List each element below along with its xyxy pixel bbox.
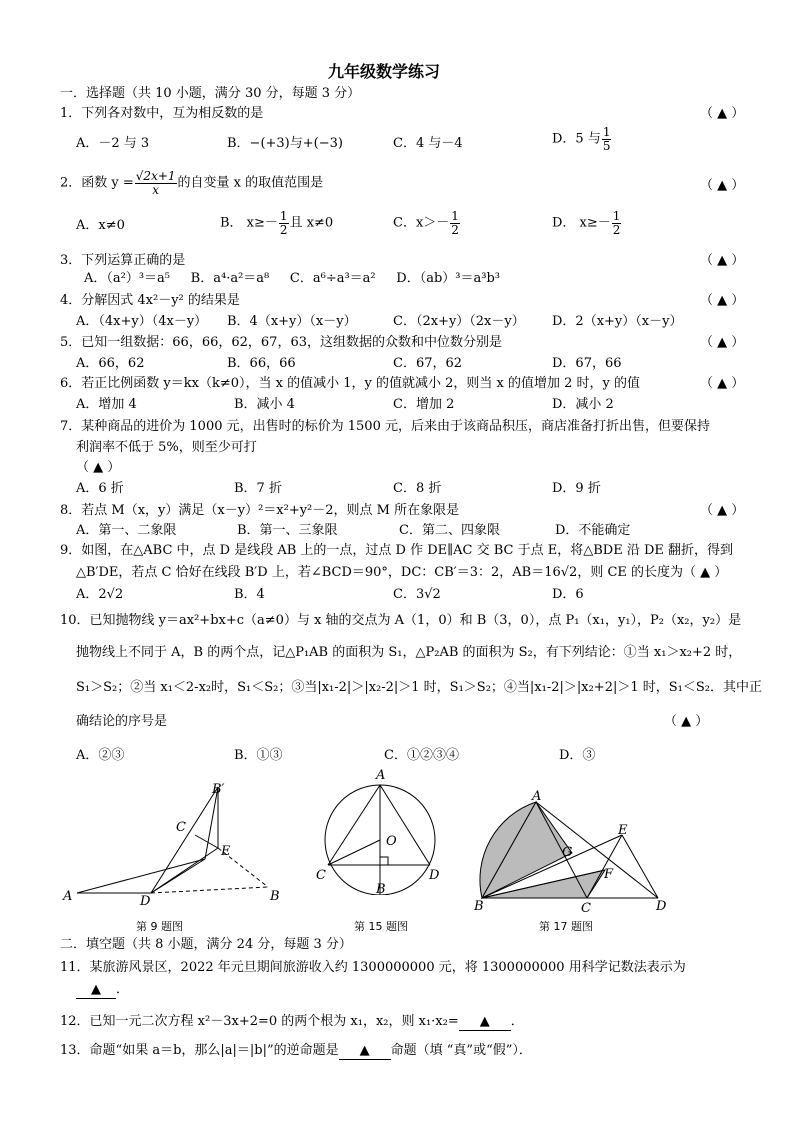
label-A: A <box>532 790 542 804</box>
label-O: O <box>386 834 397 849</box>
answer-blank[interactable]: ▲ <box>459 1014 511 1031</box>
q6-option-a: A．增加 4 <box>76 397 137 412</box>
answer-mark: （ ▲ ） <box>700 106 745 121</box>
q6-option-c: C．增加 2 <box>393 397 455 412</box>
q4-option-a: A．（4x+y）（4x－y） <box>76 314 208 329</box>
label-D: D <box>656 899 667 914</box>
q5-option-a: A．66，62 <box>76 356 145 371</box>
q8-option-b: B．第一、三象限 <box>237 523 338 538</box>
q7-option-d: D．9 折 <box>552 481 601 496</box>
label-C: C <box>316 868 326 883</box>
label-C: C <box>176 820 186 835</box>
figure-17 <box>470 790 680 915</box>
q2-stem: 2．函数 y = $\frac{√2x+1}{x}$ 的自变量 x 的取值范围是 <box>60 169 324 197</box>
q8-stem: 8．若点 M（x，y）满足（x－y）²＝x²+y²－2，则点 M 所在象限是 <box>60 503 460 518</box>
q10-line2: 抛物线上不同于 A，B 的两个点，记△P₁AB 的面积为 S₁，△P₂AB 的面积为 S₂，有下列结论：①当 x₁＞x₂+2 时， <box>76 645 742 660</box>
q7-stem-line2: 利润率不低于 5%，则至少可打 <box>76 440 257 455</box>
figure-15 <box>310 765 445 895</box>
q1-stem: 1．下列各对数中，互为相反数的是 <box>60 106 264 121</box>
q13: 13．命题“如果 a＝b，那么|a|＝|b|”的逆命题是 ▲ 命题（填 “真”或“假”）． <box>60 1043 532 1058</box>
answer-mark: （ ▲ ） <box>700 503 745 518</box>
q7-option-b: B．7 折 <box>234 481 282 496</box>
q10-line1: 10．已知抛物线 y＝ax²+bx+c（a≠0）与 x 轴的交点为 A（1，0）和 B（3，0），点 P₁（x₁，y₁），P₂（x₂，y₂）是 <box>60 613 742 628</box>
q10-line3: S₁＞S₂；②当 x₁＜2-x₂时，S₁＜S₂；③当|x₁-2|＞|x₂-2|＞1 时，S₁＞S₂；④当|x₁-2|＞|x₂+2|＞1 时，S₁＜S₂．其中正 <box>76 680 762 695</box>
q12: 12．已知一元二次方程 x²－3x+2=0 的两个根为 x₁，x₂，则 x₁·x₂= ▲ ． <box>60 1014 524 1029</box>
q1-option-b: B．−(+3)与+(−3) <box>227 136 343 151</box>
q10-line4: 确结论的序号是 <box>76 714 168 729</box>
q7-option-c: C．8 折 <box>393 481 442 496</box>
q8-option-c: C．第二、四象限 <box>399 523 500 538</box>
label-B-prime: B′ <box>212 782 225 797</box>
q8-option-a: A．第一、二象限 <box>76 523 177 538</box>
q6-option-d: D．减小 2 <box>552 397 614 412</box>
q5-option-c: C．67，62 <box>393 356 463 371</box>
q6-stem: 6．若正比例函数 y＝kx（k≠0），当 x 的值减小 1，y 的值就减小 2，则当 x 的值增加 2 时，y 的值 <box>60 376 640 391</box>
figure-9-caption: 第 9 题图 <box>136 920 183 933</box>
figure-17-caption: 第 17 题图 <box>539 920 593 933</box>
q9-option-b: B．4 <box>234 587 265 602</box>
section-heading-fill: 二．填空题（共 8 小题，满分 24 分，每题 3 分） <box>60 937 352 952</box>
figure-9 <box>55 775 295 910</box>
answer-mark: （ ▲ ） <box>700 376 745 391</box>
label-D: D <box>429 868 440 883</box>
label-B: B <box>270 889 280 904</box>
q3-stem: 3．下列运算正确的是 <box>60 253 186 268</box>
q1-option-d: D．5 与 $\frac{1}{5}$ <box>552 125 611 153</box>
q1-option-a: A．－2 与 3 <box>76 136 150 151</box>
q4-option-b: B．4（x+y）（x－y） <box>227 314 357 329</box>
q10-option-b: B．①③ <box>234 748 283 763</box>
q6-option-b: B．减小 4 <box>234 397 295 412</box>
page-title: 九年级数学练习 <box>328 62 441 81</box>
q7-option-a: A．6 折 <box>76 481 124 496</box>
label-B: B <box>474 899 484 914</box>
answer-mark: （ ▲ ） <box>700 293 745 308</box>
figure-15-caption: 第 15 题图 <box>354 920 408 933</box>
q9-stem-line1: 9．如图，在△ABC 中，点 D 是线段 AB 上的一点，过点 D 作 DE∥AC 交 BC 于点 E，将△BDE 沿 DE 翻折，得到 <box>60 543 734 558</box>
q5-stem: 5．已知一组数据：66，66，62，67，63，这组数据的众数和中位数分别是 <box>60 335 502 350</box>
q2-option-c: C．x＞－ $\frac{1}{2}$ <box>393 209 459 237</box>
answer-mark: （ ▲ ） <box>700 253 745 268</box>
section-heading-choice: 一．选择题（共 10 小题，满分 30 分，每题 3 分） <box>60 86 361 101</box>
q11-stem: 11．某旅游风景区，2022 年元旦期间旅游收入约 1300000000 元，将 1300000000 用科学记数法表示为 <box>60 960 686 975</box>
q11-answer-line: ▲ ． <box>76 982 129 999</box>
q1-option-c: C．4 与－4 <box>393 136 463 151</box>
label-B: B <box>376 882 386 895</box>
q2-option-b: B． x≥－ $\frac{1}{2}$ 且 x≠0 <box>220 209 334 237</box>
q10-option-d: D．③ <box>559 748 596 763</box>
label-G: G <box>562 845 573 860</box>
q10-option-a: A．②③ <box>76 748 125 763</box>
q9-stem-line2: △B′DE，若点 C 恰好在线段 B′D 上，若∠BCD＝90°，DC：CB′＝3：2，AB＝16√2，则 CE 的长度为（ ▲ ） <box>76 565 728 580</box>
answer-mark: （ ▲ ） <box>76 460 121 475</box>
label-E: E <box>221 844 231 859</box>
q8-option-d: D．不能确定 <box>555 523 631 538</box>
label-F: F <box>604 867 614 882</box>
answer-blank[interactable]: ▲ <box>76 982 116 999</box>
q4-option-c: C．（2x+y）（2x－y） <box>393 314 525 329</box>
q9-option-a: A．2√2 <box>76 587 124 602</box>
q10-option-c: C．①②③④ <box>384 748 459 763</box>
answer-mark: （ ▲ ） <box>664 714 709 729</box>
q5-option-b: B．66，66 <box>227 356 296 371</box>
label-D: D <box>140 894 151 909</box>
q4-option-d: D．2（x+y）（x－y） <box>552 314 683 329</box>
label-A: A <box>63 889 73 904</box>
q2-option-a: A．x≠0 <box>76 218 125 233</box>
q3-options: A．（a²）³＝a⁵ B．a⁴·a²＝a⁸ C．a⁶÷a³＝a² D．（ab）³＝a³b³ <box>84 271 501 286</box>
q2-option-d: D． x≥－ $\frac{1}{2}$ <box>552 209 621 237</box>
q5-option-d: D．67，66 <box>552 356 622 371</box>
answer-mark: （ ▲ ） <box>700 335 745 350</box>
label-C: C <box>581 901 591 915</box>
answer-mark: （ ▲ ） <box>700 178 745 193</box>
label-E: E <box>618 823 628 838</box>
answer-blank[interactable]: ▲ <box>339 1043 391 1060</box>
q7-stem-line1: 7．某种商品的进价为 1000 元，出售时的标价为 1500 元，后来由于该商品积压，商店准备打折出售，但要保持 <box>60 419 710 434</box>
label-A: A <box>376 768 386 783</box>
q4-stem: 4．分解因式 4x²－y² 的结果是 <box>60 293 240 308</box>
q9-option-c: C．3√2 <box>393 587 441 602</box>
q9-option-d: D．6 <box>552 587 584 602</box>
